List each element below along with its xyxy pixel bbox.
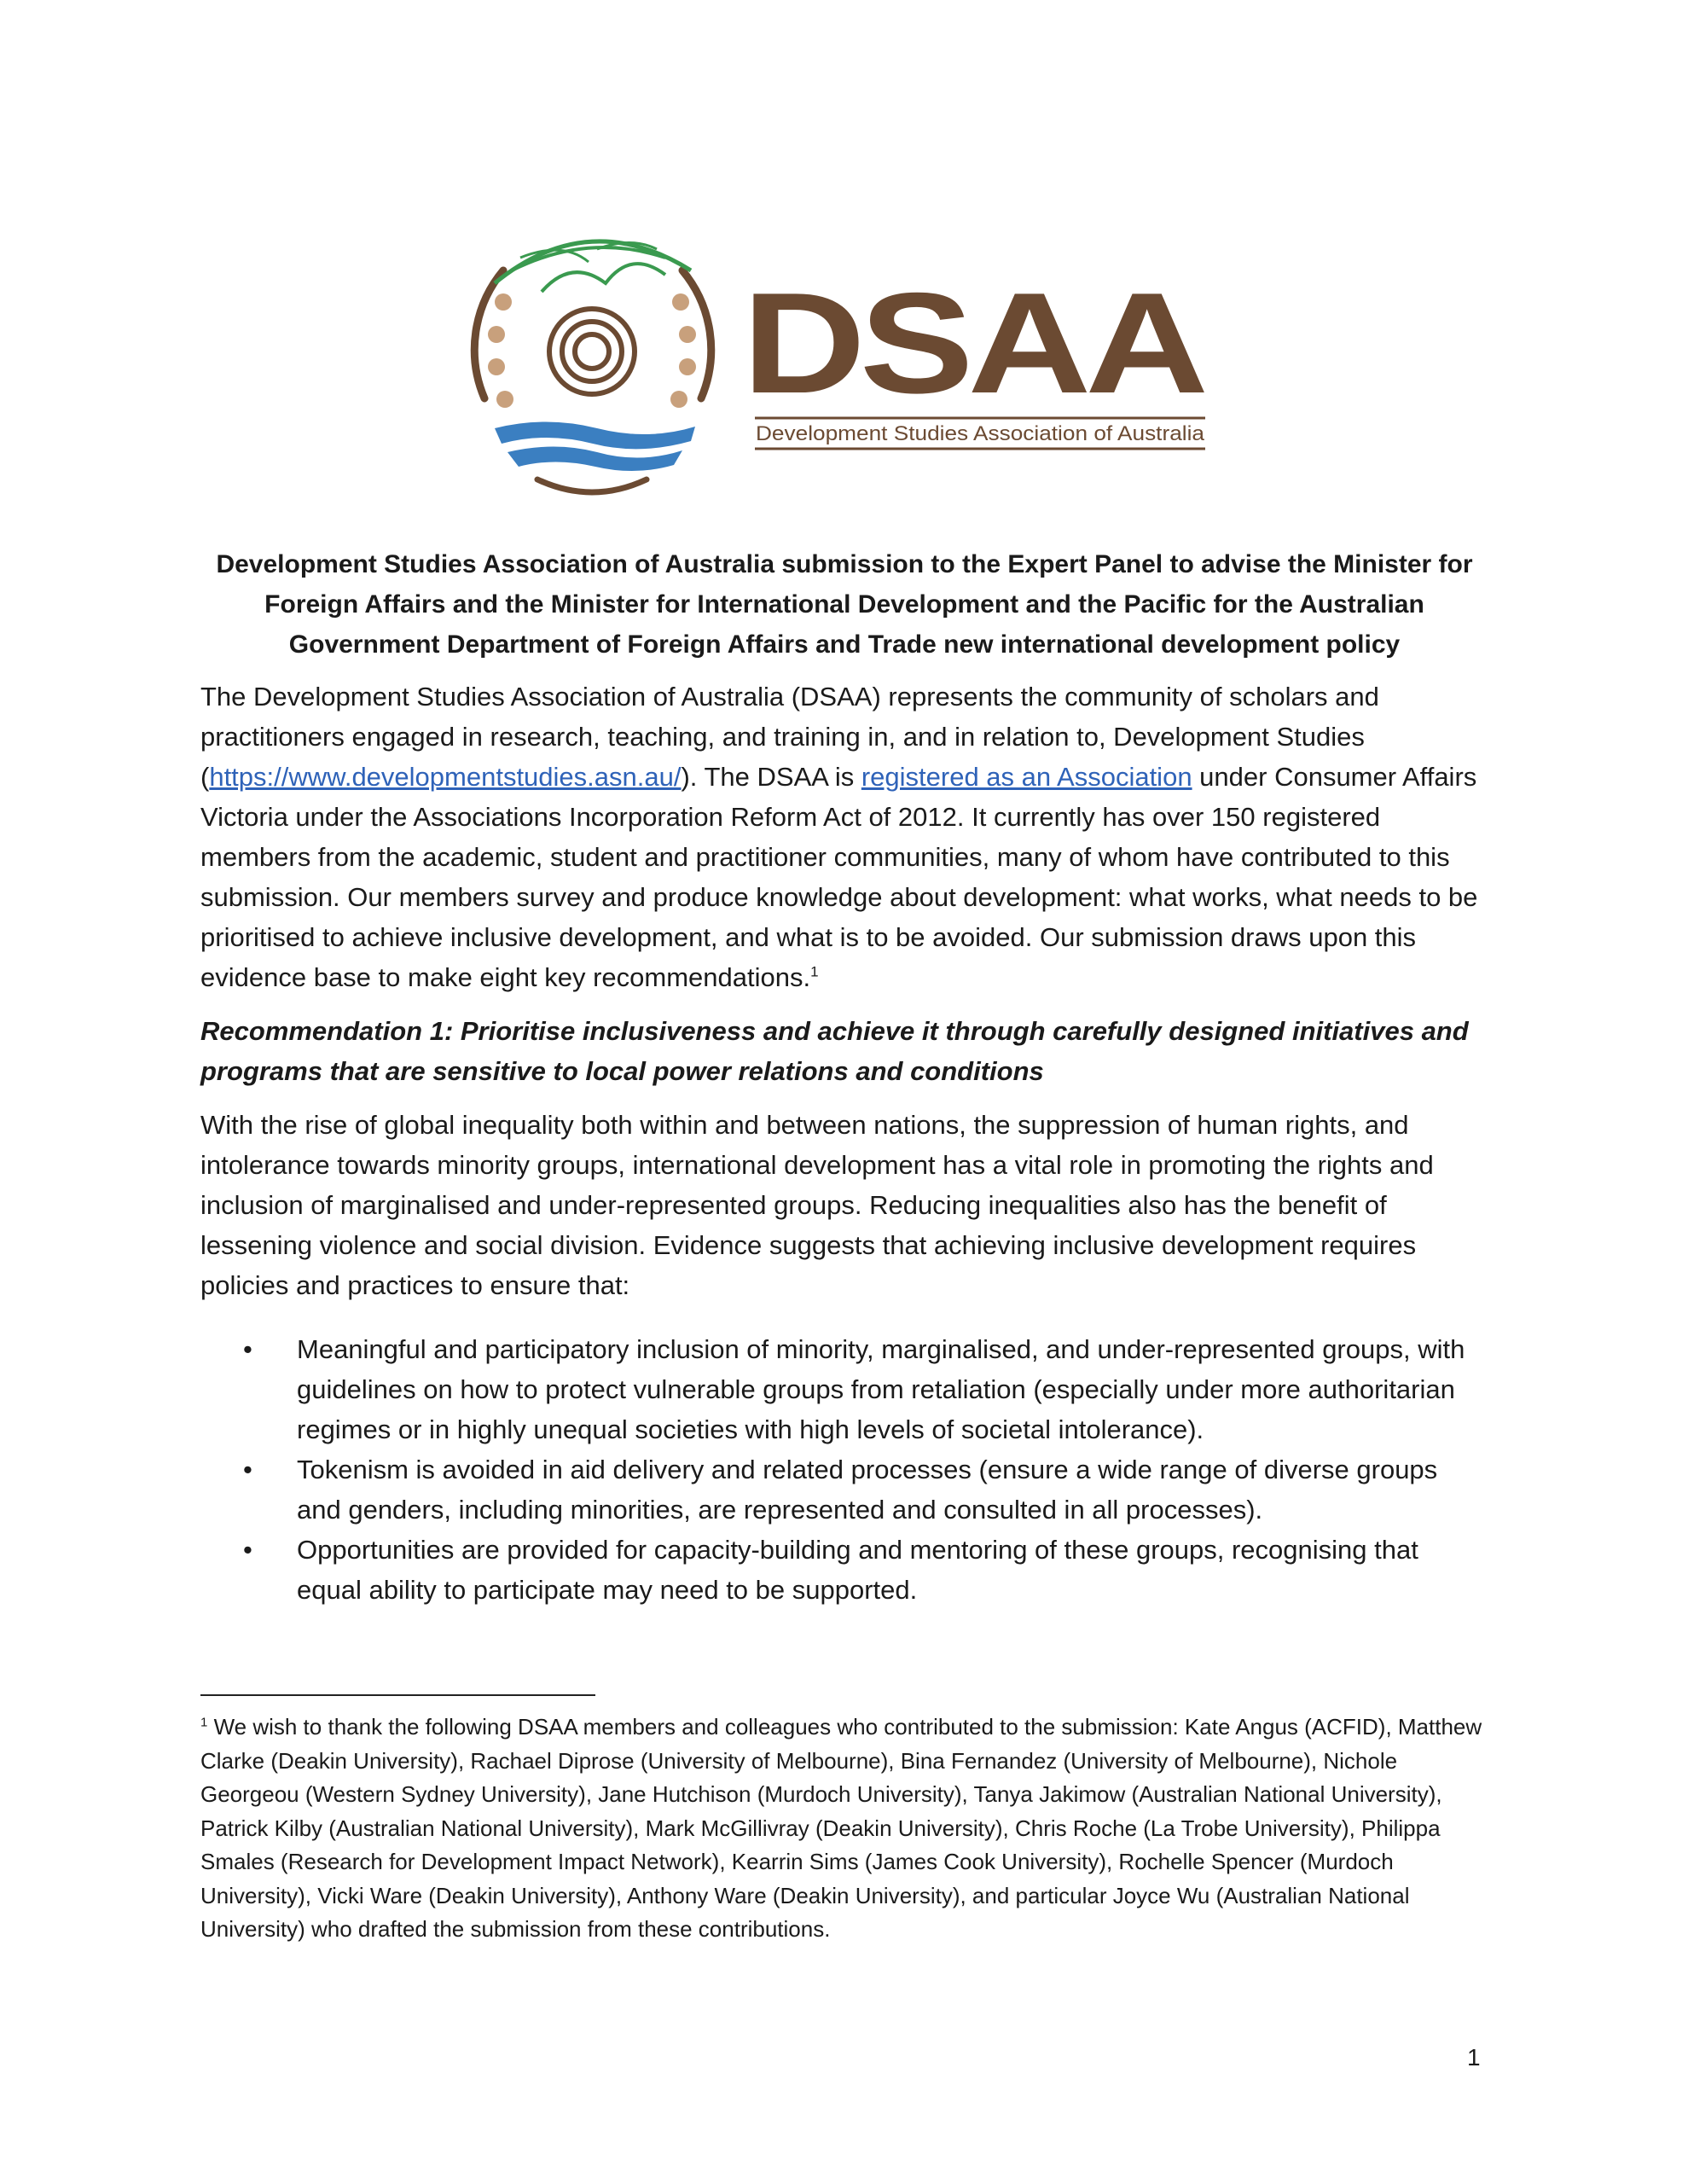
- recommendation-1-body: With the rise of global inequality both within and between nations, the suppression of human rights, and intolerance towards minority groups, international development has a vital role in promoting the rights and inclusion of marginalised and under-represented groups. Reducing inequalities also has the benefit of lessening violence and social division. Evidence suggests that achieving inclusive development requires policies and practices to ensure that:: [200, 1110, 1434, 1300]
- bullet-text: Tokenism is avoided in aid delivery and related processes (ensure a wide range of diverse groups and genders, including minorities, are represented and consulted in all processes).: [297, 1455, 1438, 1525]
- intro-text-part1: The Development Studies Association of Australia (DSAA) represents the community of scholars and practitioners engaged in research, teaching, and training in, and in relation to, Development Studies (: [200, 682, 1379, 792]
- bullet-text: Meaningful and participatory inclusion of minority, marginalised, and under-represented groups, with guidelines on how to protect vulnerable groups from retaliation (especially under more authoritarian regimes or in highly unequal societies with high levels of societal intolerance).: [297, 1334, 1465, 1444]
- website-link[interactable]: https://www.developmentstudies.asn.au/: [209, 762, 682, 792]
- bullet-icon: •: [243, 1334, 252, 1364]
- association-registration-link[interactable]: registered as an Association: [861, 762, 1192, 792]
- footnote-separator: [200, 1694, 595, 1696]
- footnote: [200, 1711, 1488, 1947]
- bullet-icon: •: [243, 1535, 252, 1565]
- intro-text-part2: ). The DSAA is: [681, 762, 861, 792]
- dsaa-logo-graphic: [461, 224, 1228, 497]
- bullet-text: Opportunities are provided for capacity-building and mentoring of these groups, recognising that equal ability to participate may need to be supported.: [297, 1535, 1418, 1605]
- bullet-item: [200, 1530, 1488, 1610]
- intro-text-part3: under Consumer Affairs Victoria under the Associations Incorporation Reform Act of 2012. It currently has over 150 registered members from the academic, student and practitioner communities, many of whom have contributed to this submission. Our members survey and produce knowledge about development: what works, what needs to be prioritised to achieve inclusive development, and what is to be avoided. Our submission draws upon this evidence base to make eight key recommendations.: [200, 762, 1478, 992]
- bullet-item: [200, 1449, 1488, 1530]
- bullet-item: [200, 1329, 1488, 1449]
- footnote-reference: 1: [810, 963, 819, 980]
- recommendation-1-heading: Recommendation 1: Prioritise inclusiveness and achieve it through carefully designed initiatives and programs that are sensitive to local power relations and conditions: [200, 1016, 1469, 1086]
- recommendation-1-bullet-list: [200, 1329, 1488, 1610]
- footnote-text: We wish to thank the following DSAA members and colleagues who contributed to the submission: Kate Angus (ACFID), Matthew Clarke (Deakin University), Rachael Diprose (University of Melbourne), Bina Fernandez (University of Melbourne), Nichole Georgeou (Western Sydney University), Jane Hutchison (Murdoch University), Tanya Jakimow (Australian National University), Patrick Kilby (Australian National University), Mark McGillivray (Deakin University), Chris Roche (La Trobe University), Philippa Smales (Research for Development Impact Network), Kearrin Sims (James Cook University), Rochelle Spencer (Murdoch University), Vicki Ware (Deakin University), Anthony Ware (Deakin University), and particular Joyce Wu (Australian National University) who drafted the submission from these contributions.: [200, 1714, 1482, 1942]
- document-title: Development Studies Association of Australia submission to the Expert Panel to advise the Minister for Foreign Affairs and the Minister for International Development and the Pacific for the Australian Government Department of Foreign Affairs and Trade new international development policy: [216, 550, 1473, 659]
- document-body: [200, 544, 1488, 1610]
- bullet-icon: •: [243, 1455, 252, 1484]
- footnote-number: 1: [200, 1715, 208, 1730]
- page-number: 1: [1467, 2044, 1481, 2071]
- intro-paragraph: [200, 677, 1488, 997]
- logo-tagline: Development Studies Association of Australia: [756, 422, 1205, 445]
- logo-wordmark: DSAA: [742, 263, 1204, 423]
- dsaa-logo: [461, 224, 1228, 497]
